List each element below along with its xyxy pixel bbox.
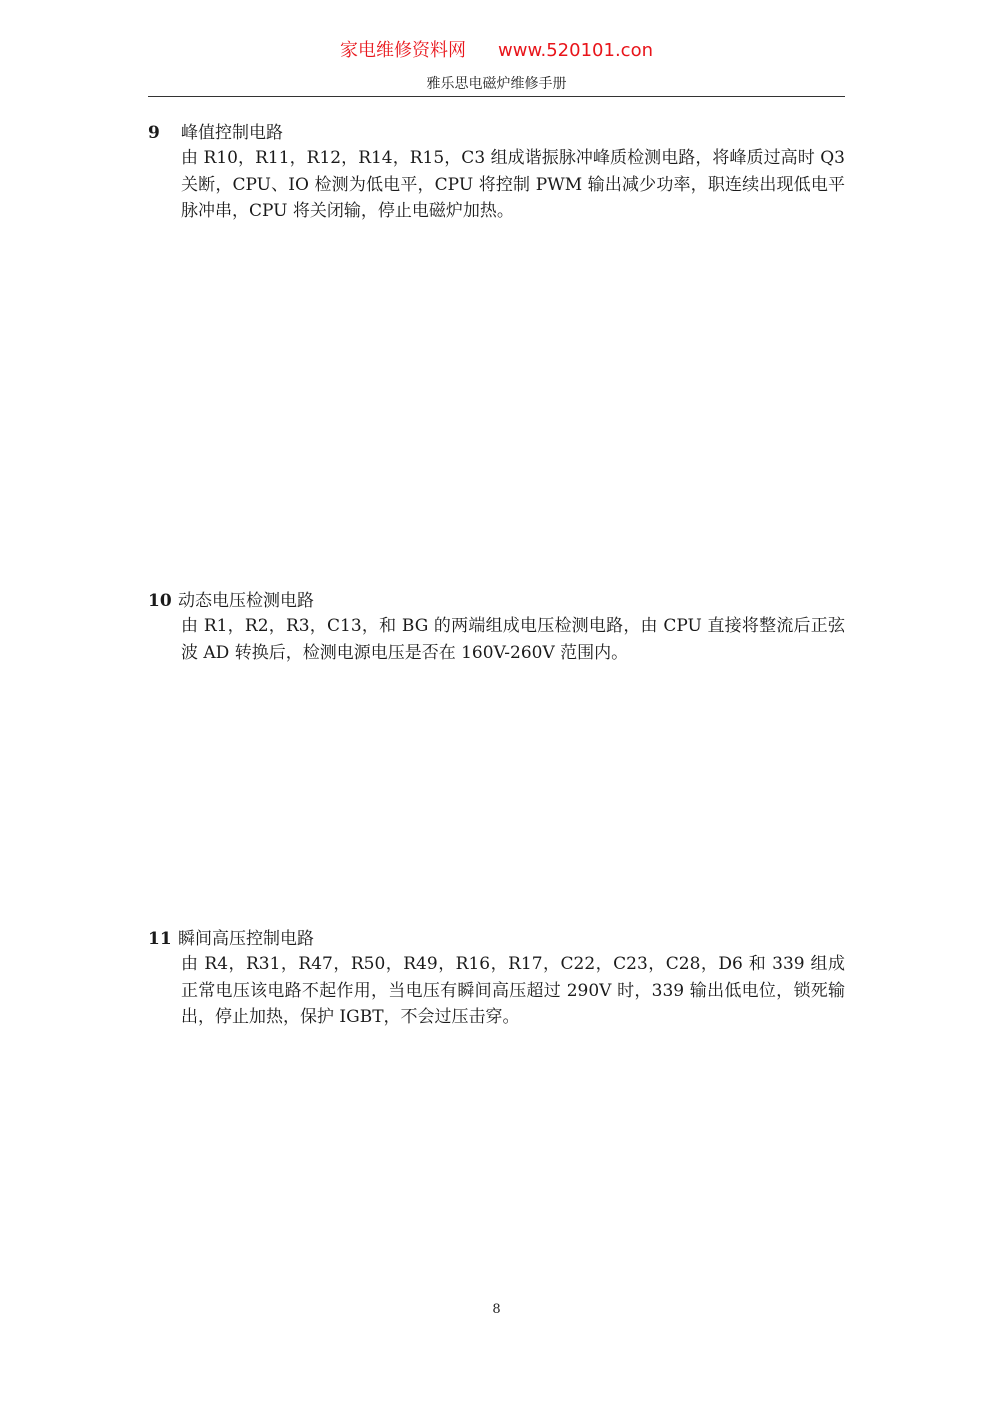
site-url: www.520101.con [498, 40, 653, 61]
section-number: 10 [148, 591, 172, 611]
section-title: 动态电压检测电路 [178, 591, 314, 611]
section-surge-control [148, 927, 848, 1031]
section-number: 9 [148, 123, 160, 143]
section-title: 瞬间高压控制电路 [178, 929, 314, 949]
section-body: 由 R1，R2，R3，C13，和 BG 的两端组成电压检测电路，由 CPU 直接将整流后正弦波 AD 转换后，检测电源电压是否在 160V-260V 范围内。 [181, 616, 845, 663]
section-body: 由 R10，R11，R12，R14，R15，C3 组成谐振脉冲峰质检测电路，将峰质过高时 Q3 关断，CPU、IO 检测为低电平，CPU 将控制 PWM 输出减少功率，职连续出现低电平脉冲串，CPU 将关闭输，停止电磁炉加热。 [181, 148, 845, 221]
document-title: 雅乐思电磁炉维修手册 [426, 76, 567, 92]
page-number: 8 [492, 1302, 501, 1317]
section-heading [148, 121, 848, 145]
site-watermark [0, 36, 993, 62]
section-title: 峰值控制电路 [181, 123, 283, 143]
section-body: 由 R4，R31，R47，R50，R49，R16，R17，C22，C23，C28，D6 和 339 组成正常电压该电路不起作用，当电压有瞬间高压超过 290V 时，339 输出低电位，锁死输出，停止加热，保护 IGBT，不会过压击穿。 [181, 954, 845, 1027]
section-number: 11 [148, 929, 172, 949]
header-divider [148, 96, 845, 97]
section-heading [148, 927, 848, 951]
section-peak-control [148, 121, 848, 225]
section-dynamic-voltage [148, 589, 848, 666]
section-heading [148, 589, 848, 613]
site-name: 家电维修资料网 [340, 40, 466, 61]
